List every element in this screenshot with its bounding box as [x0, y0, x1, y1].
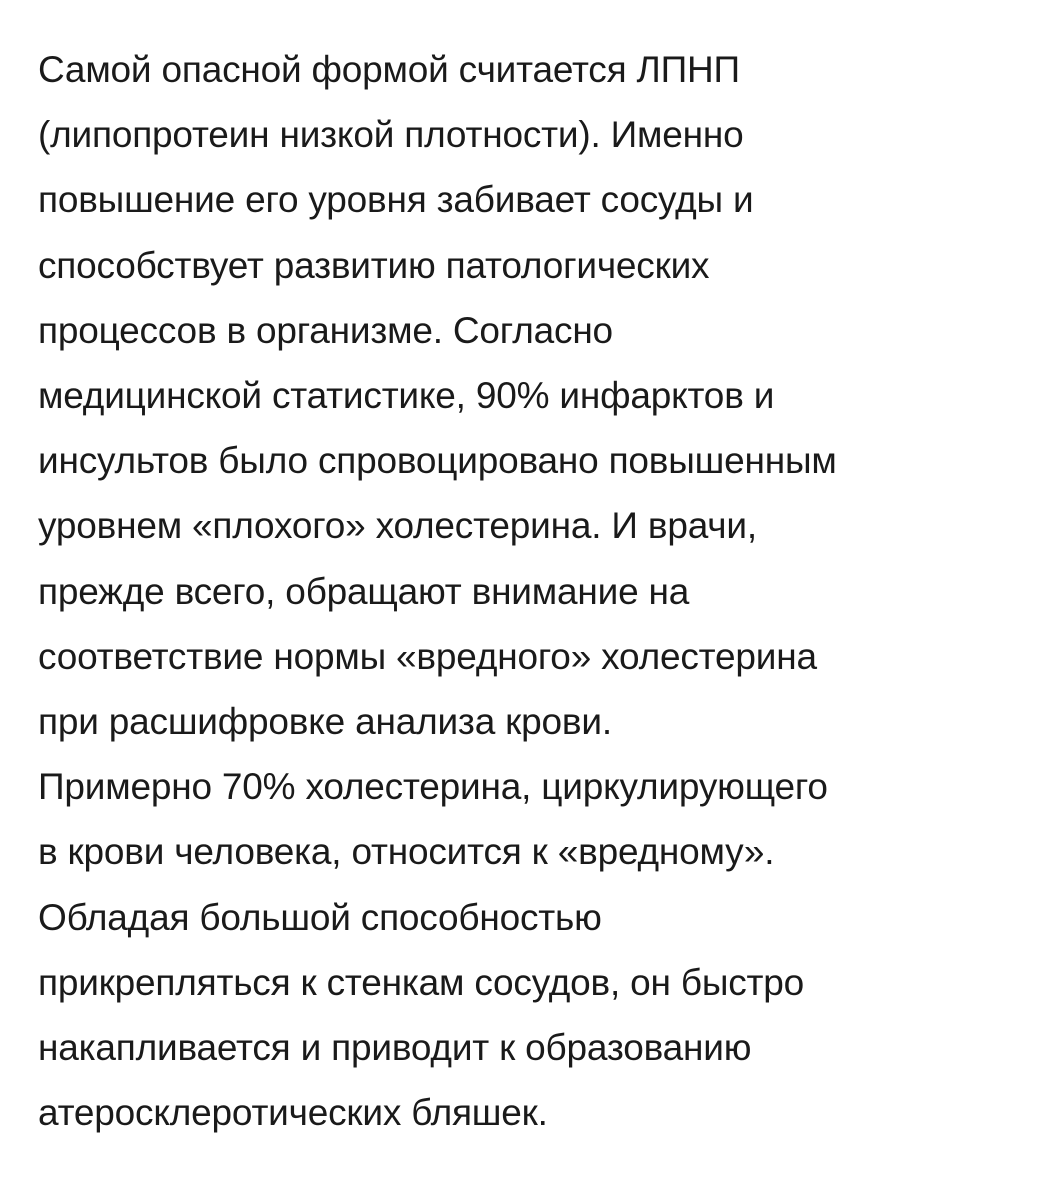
article-text — [38, 37, 1038, 1145]
text-line: процессов в организме. Согласно — [38, 309, 613, 351]
text-line: соответствие нормы «вредного» холестерина — [38, 635, 817, 677]
text-line: Самой опасной формой считается ЛПНП — [38, 49, 740, 90]
text-line: уровнем «плохого» холестерина. И врачи, — [38, 505, 757, 547]
text-line: накапливается и приводит к образованию — [38, 1027, 752, 1069]
text-line: повышение его уровня забивает сосуды и — [38, 179, 754, 221]
text-line: при расшифровке анализа крови. — [38, 701, 612, 743]
text-line: Обладая большой способностью — [38, 896, 602, 938]
text-line: прежде всего, обращают внимание на — [38, 570, 690, 612]
text-line: способствует развитию патологических — [38, 244, 710, 286]
text-line: медицинской статистике, 90% инфарктов и — [38, 375, 775, 417]
text-line: атеросклеротических бляшек. — [38, 1092, 548, 1134]
text-line: инсультов было спровоцировано повышенным — [38, 440, 837, 482]
text-line: в крови человека, относится к «вредному». — [38, 831, 775, 873]
text-line: прикрепляться к стенкам сосудов, он быстро — [38, 961, 805, 1003]
text-line: Примерно 70% холестерина, циркулирующего — [38, 766, 828, 808]
text-line: (липопротеин низкой плотности). Именно — [38, 114, 744, 156]
